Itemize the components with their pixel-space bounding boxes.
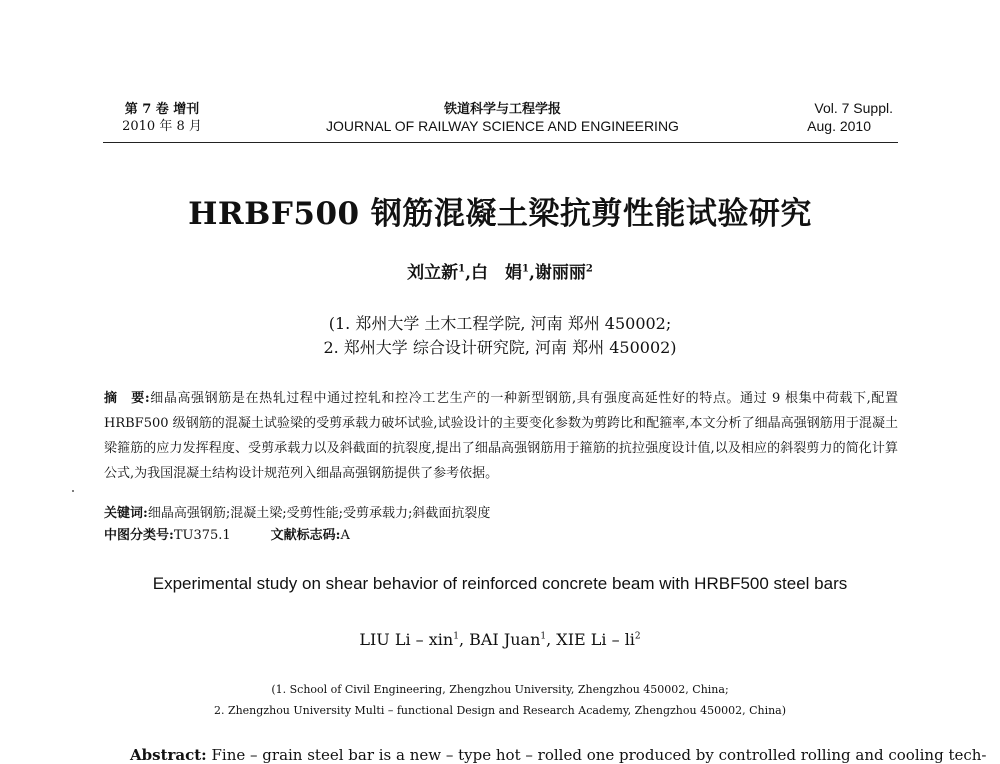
author-affiliation-mark: 2 (585, 263, 593, 275)
affiliations-cn (100, 312, 900, 360)
volume-issue: 第 7 卷 增刊 (124, 102, 200, 117)
header-divider (103, 142, 898, 143)
author-name-en: XIE Li – li (556, 630, 635, 649)
affiliation-line: 2. 郑州大学 综合设计研究院, 河南 郑州 450002) (323, 338, 677, 357)
keywords-cn (104, 503, 898, 525)
journal-volume-info (112, 101, 212, 135)
classification-line (104, 525, 898, 547)
author-affiliation-mark: 1 (540, 631, 547, 642)
affiliations-en (100, 679, 900, 721)
abstract-text: 细晶高强钢筋是在热轧过程中通过控轧和控冷工艺生产的一种新型钢筋,具有强度高延性好的特点。通过 9 根集中荷载下,配置 HRBF500 级钢筋的混凝土试验梁的受剪承载力破坏试验,试验设计的主要变化参数为剪跨比和配箍率,本文分析了细晶高强钢筋用于混凝土梁箍筋的应力发挥程度、受剪承载力以及斜截面的抗裂度,提出了细晶高强钢筋用于箍筋的抗拉强度设计值,以及相应的斜裂剪力的简化计算公式,为我国混凝土结构设计规范列入细晶高强钢筋提供了参考依据。 (104, 391, 898, 481)
keywords-label: 关键词: (104, 506, 148, 521)
journal-name-en: JOURNAL OF RAILWAY SCIENCE AND ENGINEERING (326, 118, 679, 134)
author-name: 刘立新 (407, 263, 459, 283)
author-name: 白 娟 (471, 263, 523, 283)
clc-label: 中图分类号: (104, 528, 174, 543)
author-affiliation-mark: 1 (453, 631, 459, 642)
author-affiliation-mark: 1 (458, 263, 466, 275)
keywords-text: 细晶高强钢筋;混凝土梁;受剪性能;受剪承载力;斜截面抗裂度 (147, 506, 491, 521)
publication-date-cn: 2010 年 8 月 (122, 119, 202, 134)
paper-title-en: Experimental study on shear behavior of reinforced concrete beam with HRBF500 steel bars (152, 574, 848, 593)
journal-name (300, 101, 705, 135)
authors-cn: 刘立新$^1$,白 娟$^1$,谢丽丽$^2$ (407, 263, 593, 283)
author-affiliation-mark: 2 (634, 631, 641, 642)
paper-title: HRBF500 钢筋混凝土梁抗剪性能试验研究 (188, 196, 812, 232)
doc-code-label: 文献标志码: (270, 528, 341, 543)
author-name-en: LIU Li – xin (359, 630, 454, 649)
doc-code-value: A (340, 528, 350, 543)
volume-issue-en: Vol. 7 Suppl. (814, 100, 893, 116)
journal-volume-info-en (778, 99, 893, 135)
affiliation-line-en: (1. School of Civil Engineering, Zhengzhou University, Zhengzhou 450002, China; (271, 683, 729, 696)
clc-value: TU375.1 (173, 528, 231, 543)
margin-mark (72, 490, 74, 492)
abstract-en-text: Fine – grain steel bar is a new – type hot – rolled one produced by controlled rolling and cooling tech- (211, 746, 987, 764)
author-affiliation-mark: 1 (522, 263, 529, 275)
affiliation-line-en: 2. Zhengzhou University Multi – functional Design and Research Academy, Zhengzhou 450002, China) (213, 704, 787, 717)
author-name-en: BAI Juan (469, 630, 541, 649)
journal-name-cn: 铁道科学与工程学报 (443, 102, 561, 117)
abstract-en-label: Abstract: (130, 746, 207, 764)
abstract-en (130, 746, 987, 764)
authors-en: LIU Li – xin$^1$, BAI Juan$^1$, XIE Li – $li^2$ (359, 630, 641, 649)
affiliation-line: (1. 郑州大学 土木工程学院, 河南 郑州 450002; (328, 314, 672, 333)
publication-date-en: Aug. 2010 (807, 118, 871, 134)
abstract-cn (104, 386, 898, 486)
author-name: 谢丽丽 (534, 263, 586, 283)
abstract-label: 摘 要: (104, 391, 150, 406)
